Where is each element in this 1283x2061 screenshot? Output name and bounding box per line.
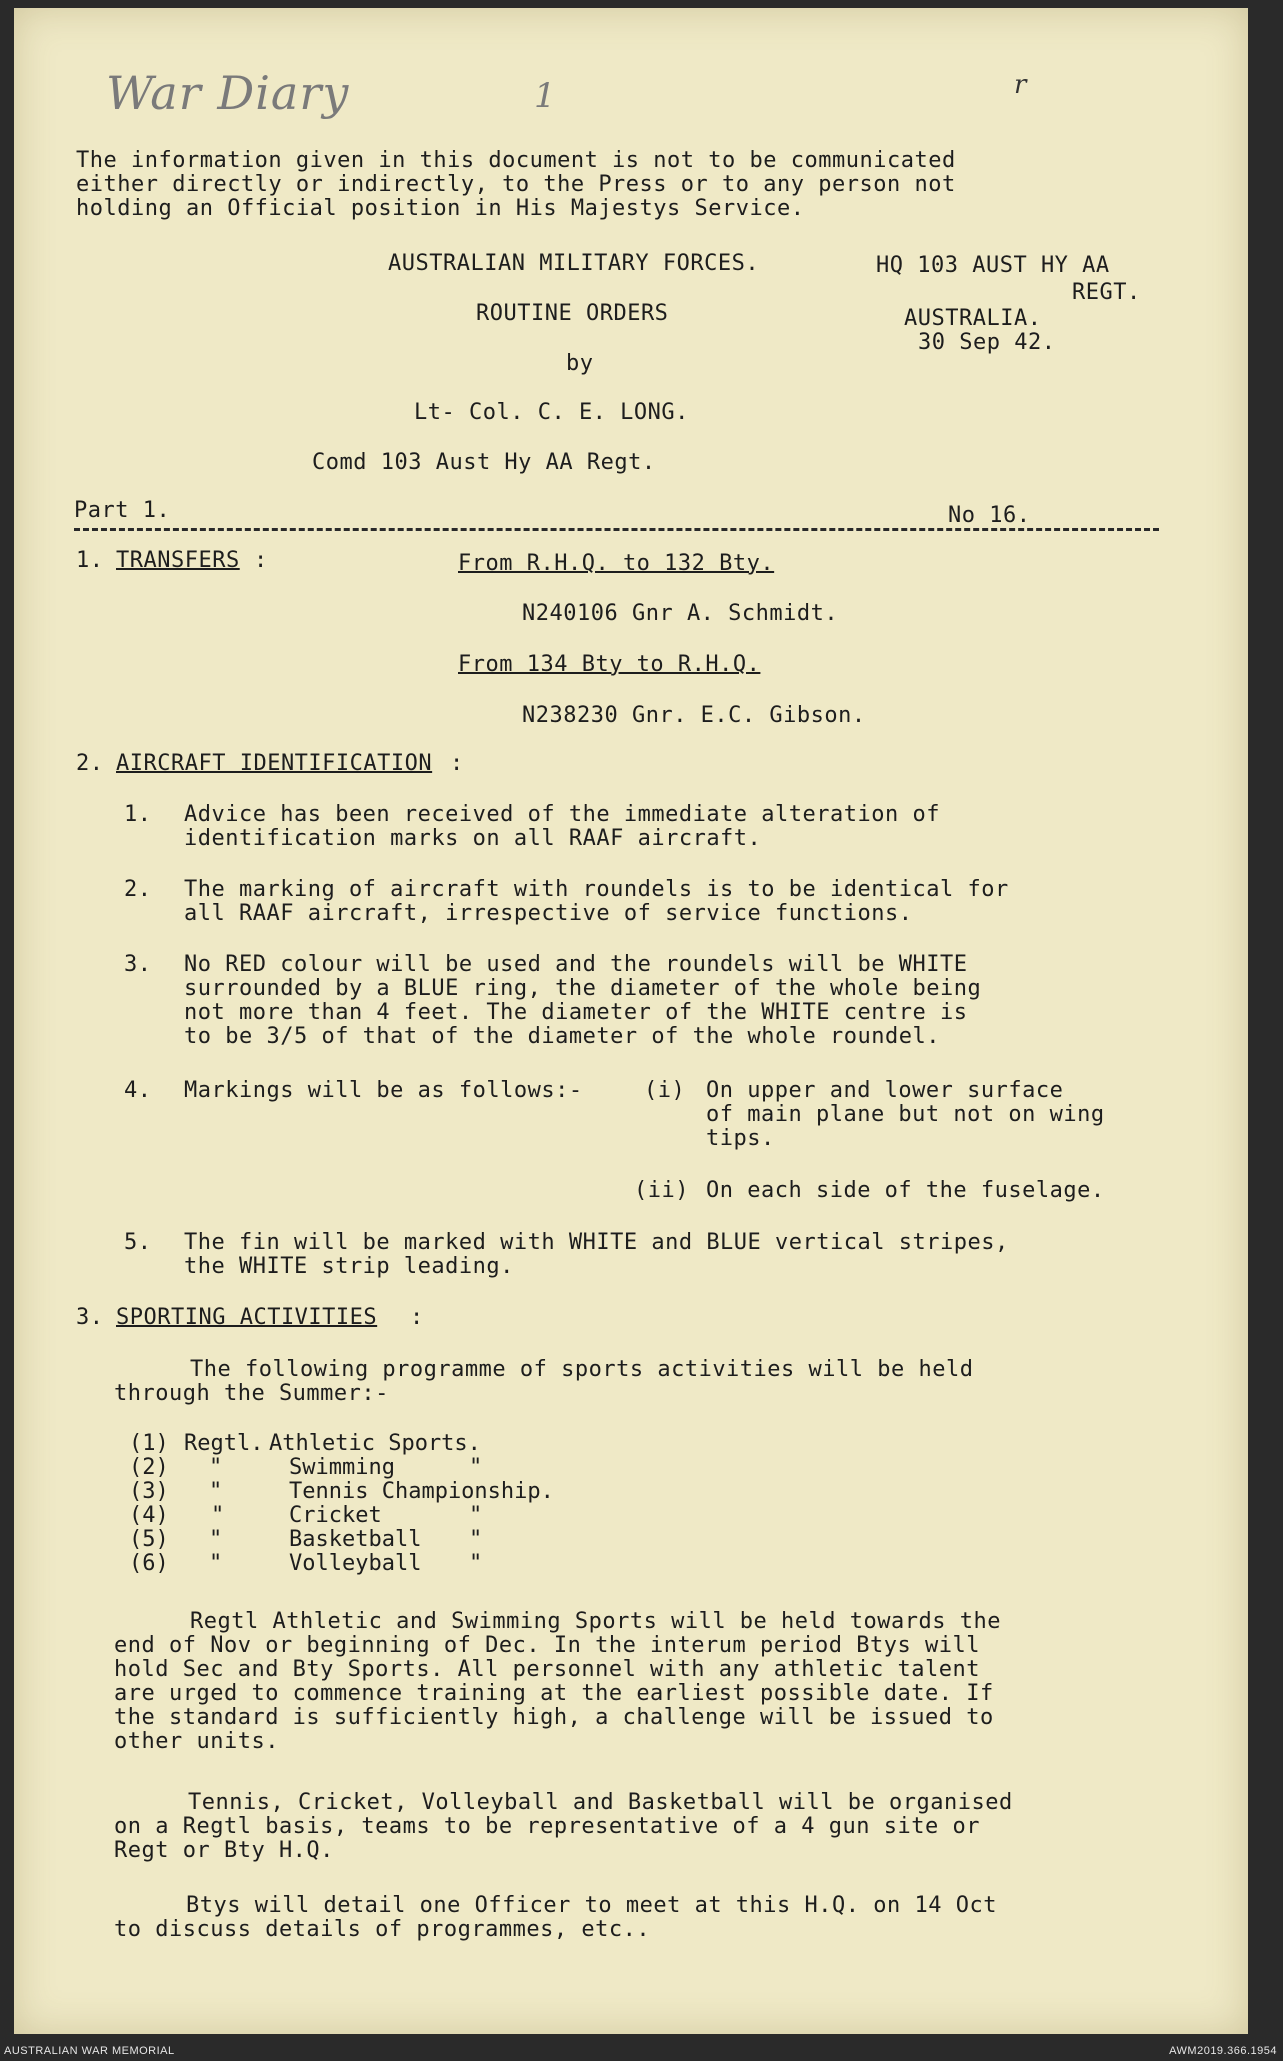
sporting-para-3-line-1: Btys will detail one Officer to meet at this H.Q. on 14 Oct bbox=[186, 1893, 997, 1918]
notice-line-2: either directly or indirectly, to the Press or to any person not bbox=[76, 172, 956, 197]
part-label: Part 1. bbox=[74, 498, 171, 523]
transfers-heading: TRANSFERS bbox=[116, 548, 240, 573]
handwritten-title: War Diary bbox=[106, 66, 350, 120]
sporting-para-1-line-3: hold Sec and Bty Sports. All personnel with any athletic talent bbox=[114, 1657, 980, 1682]
aircraft-item-4-num: 4. bbox=[124, 1078, 152, 1103]
notice-line-1: The information given in this document is not to be communicated bbox=[76, 148, 956, 173]
sporting-intro-line-1: The following programme of sports activities will be held bbox=[190, 1357, 974, 1382]
handwritten-page-mark: 1 bbox=[534, 76, 556, 116]
doc-type-heading: ROUTINE ORDERS bbox=[476, 301, 669, 326]
sporting-number: 3. bbox=[76, 1305, 104, 1330]
sport-name: Cricket bbox=[289, 1503, 382, 1528]
footer-credit: AUSTRALIAN WAR MEMORIAL bbox=[4, 2045, 175, 2057]
sporting-para-1-line-2: end of Nov or beginning of Dec. In the interum period Btys will bbox=[114, 1633, 980, 1658]
document-page bbox=[14, 8, 1248, 2034]
aircraft-item-3-line-3: not more than 4 feet. The diameter of the WHITE centre is bbox=[184, 1000, 968, 1025]
aircraft-item-1-line-1: Advice has been received of the immediate alteration of bbox=[184, 802, 940, 827]
aircraft-item-1-num: 1. bbox=[124, 802, 152, 827]
sport-prefix: " bbox=[209, 1455, 223, 1480]
marking-ii-text: On each side of the fuselage. bbox=[706, 1178, 1105, 1203]
sport-name: Swimming bbox=[289, 1455, 395, 1480]
country: AUSTRALIA. bbox=[904, 306, 1042, 331]
sporting-para-2-line-3: Regt or Bty H.Q. bbox=[114, 1838, 334, 1863]
sport-suffix: " bbox=[469, 1455, 483, 1480]
sporting-para-1-line-4: are urged to commence training at the earliest possible date. If bbox=[114, 1681, 994, 1706]
marking-i-line-2: of main plane but not on wing bbox=[706, 1102, 1105, 1127]
hq-line-2: REGT. bbox=[1072, 280, 1141, 305]
divider-rule bbox=[74, 528, 1159, 531]
aircraft-item-2-line-2: all RAAF aircraft, irrespective of service functions. bbox=[184, 901, 913, 926]
aircraft-item-3-line-4: to be 3/5 of that of the diameter of the whole roundel. bbox=[184, 1024, 940, 1049]
sporting-intro-line-2: through the Summer:- bbox=[114, 1381, 389, 1406]
sport-name: Tennis Championship. bbox=[289, 1479, 554, 1504]
marking-ii-label: (ii) bbox=[634, 1178, 689, 1203]
hq-line-1: HQ 103 AUST HY AA bbox=[876, 253, 1110, 278]
sport-prefix: " bbox=[209, 1527, 223, 1552]
sport-num: (3) bbox=[129, 1479, 169, 1504]
sporting-colon: : bbox=[410, 1305, 424, 1330]
sporting-para-1-line-6: other units. bbox=[114, 1729, 279, 1754]
aircraft-number: 2. bbox=[76, 751, 104, 776]
transfers-number: 1. bbox=[76, 548, 104, 573]
sport-num: (4) bbox=[129, 1503, 169, 1528]
sport-name: Athletic Sports. bbox=[269, 1431, 481, 1456]
aircraft-item-5-line-2: the WHITE strip leading. bbox=[184, 1254, 514, 1279]
aircraft-item-3-line-2: surrounded by a BLUE ring, the diameter of the whole being bbox=[184, 976, 982, 1001]
sporting-para-1-line-1: Regtl Athletic and Swimming Sports will be held towards the bbox=[190, 1609, 1001, 1634]
command-line: Comd 103 Aust Hy AA Regt. bbox=[312, 450, 656, 475]
aircraft-item-3-line-1: No RED colour will be used and the roundels will be WHITE bbox=[184, 952, 968, 977]
transfer-person-1: N240106 Gnr A. Schmidt. bbox=[522, 601, 839, 626]
sporting-para-2-line-2: on a Regtl basis, teams to be representative of a 4 gun site or bbox=[114, 1814, 980, 1839]
marking-i-label: (i) bbox=[644, 1078, 686, 1103]
sport-prefix: " bbox=[209, 1479, 223, 1504]
officer-name: Lt- Col. C. E. LONG. bbox=[414, 400, 689, 425]
aircraft-heading: AIRCRAFT IDENTIFICATION bbox=[116, 751, 433, 776]
sport-prefix: " bbox=[209, 1551, 223, 1576]
transfer-from-1: From R.H.Q. to 132 Bty. bbox=[458, 551, 775, 576]
sporting-para-1-line-5: the standard is sufficiently high, a challenge will be issued to bbox=[114, 1705, 994, 1730]
sport-prefix: " bbox=[211, 1503, 225, 1528]
by-line: by bbox=[566, 351, 594, 376]
aircraft-item-2-num: 2. bbox=[124, 877, 152, 902]
sport-num: (6) bbox=[129, 1551, 169, 1576]
aircraft-item-1-line-2: identification marks on all RAAF aircraft. bbox=[184, 826, 762, 851]
sport-num: (5) bbox=[129, 1527, 169, 1552]
order-date: 30 Sep 42. bbox=[918, 330, 1056, 355]
sport-name: Basketball bbox=[289, 1527, 422, 1552]
marking-i-line-3: tips. bbox=[706, 1126, 775, 1151]
aircraft-item-3-num: 3. bbox=[124, 952, 152, 977]
org-heading: AUSTRALIAN MILITARY FORCES. bbox=[388, 251, 760, 276]
sport-suffix: " bbox=[469, 1551, 483, 1576]
sport-num: (1) bbox=[129, 1431, 169, 1456]
aircraft-item-2-line-1: The marking of aircraft with roundels is to be identical for bbox=[184, 877, 1009, 902]
sporting-heading: SPORTING ACTIVITIES bbox=[116, 1305, 378, 1330]
footer-accession: AWM2019.366.1954 bbox=[1169, 2045, 1277, 2057]
order-number: No 16. bbox=[948, 503, 1031, 528]
sport-prefix: Regtl. bbox=[184, 1431, 264, 1456]
aircraft-item-5-num: 5. bbox=[124, 1230, 152, 1255]
notice-line-3: holding an Official position in His Majestys Service. bbox=[76, 196, 805, 221]
transfers-colon: : bbox=[254, 548, 268, 573]
corner-mark: r bbox=[1014, 70, 1027, 100]
sport-suffix: " bbox=[469, 1503, 483, 1528]
aircraft-item-5-line-1: The fin will be marked with WHITE and BLUE vertical stripes, bbox=[184, 1230, 1009, 1255]
aircraft-item-4-line-1: Markings will be as follows:- bbox=[184, 1078, 583, 1103]
transfer-person-2: N238230 Gnr. E.C. Gibson. bbox=[522, 703, 866, 728]
sporting-para-3-line-2: to discuss details of programmes, etc.. bbox=[114, 1917, 651, 1942]
sporting-para-2-line-1: Tennis, Cricket, Volleyball and Basketball will be organised bbox=[188, 1790, 1013, 1815]
sport-name: Volleyball bbox=[289, 1551, 422, 1576]
aircraft-colon: : bbox=[450, 751, 464, 776]
marking-i-line-1: On upper and lower surface bbox=[706, 1078, 1064, 1103]
sport-suffix: " bbox=[469, 1527, 483, 1552]
transfer-from-2: From 134 Bty to R.H.Q. bbox=[458, 652, 761, 677]
sport-num: (2) bbox=[129, 1455, 169, 1480]
